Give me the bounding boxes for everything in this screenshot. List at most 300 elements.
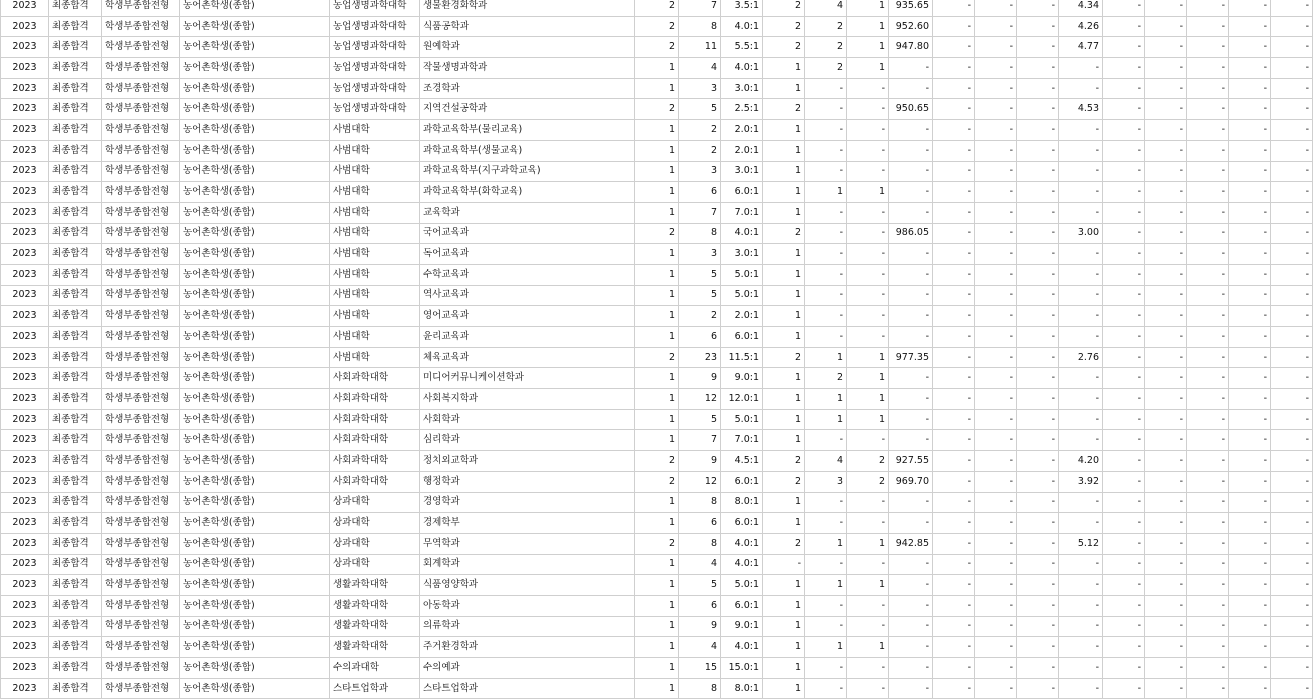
table-cell[interactable]: - bbox=[1229, 637, 1271, 658]
table-cell[interactable]: - bbox=[1271, 471, 1313, 492]
table-cell[interactable]: - bbox=[975, 492, 1017, 513]
table-cell[interactable]: 3 bbox=[679, 244, 721, 265]
table-cell[interactable]: 2 bbox=[847, 451, 889, 472]
table-cell[interactable]: 최종합격 bbox=[49, 616, 102, 637]
table-cell[interactable]: 1 bbox=[805, 182, 847, 203]
table-cell[interactable]: - bbox=[975, 285, 1017, 306]
table-cell[interactable]: - bbox=[1187, 471, 1229, 492]
table-cell[interactable]: - bbox=[933, 637, 975, 658]
table-cell[interactable]: - bbox=[1271, 575, 1313, 596]
table-cell[interactable]: - bbox=[1187, 0, 1229, 16]
table-cell[interactable]: 6 bbox=[679, 513, 721, 534]
table-cell[interactable]: - bbox=[933, 16, 975, 37]
table-cell[interactable]: 9.0:1 bbox=[721, 368, 763, 389]
table-cell[interactable]: 2 bbox=[763, 533, 805, 554]
table-cell[interactable]: - bbox=[1229, 16, 1271, 37]
table-cell[interactable]: 2023 bbox=[1, 182, 49, 203]
table-cell[interactable]: - bbox=[1017, 575, 1059, 596]
table-cell[interactable]: - bbox=[1271, 451, 1313, 472]
table-cell[interactable]: 2023 bbox=[1, 306, 49, 327]
table-cell[interactable]: 7.0:1 bbox=[721, 202, 763, 223]
table-cell[interactable]: - bbox=[1103, 533, 1145, 554]
table-cell[interactable]: - bbox=[975, 554, 1017, 575]
table-cell[interactable]: 최종합격 bbox=[49, 368, 102, 389]
table-cell[interactable]: 농어촌학생(종합) bbox=[180, 533, 330, 554]
table-cell[interactable]: 농업생명과학대학 bbox=[330, 0, 420, 16]
table-cell[interactable]: - bbox=[1103, 306, 1145, 327]
table-cell[interactable]: 학생부종합전형 bbox=[102, 202, 180, 223]
table-cell[interactable]: 농업생명과학대학 bbox=[330, 16, 420, 37]
table-cell[interactable]: - bbox=[1229, 140, 1271, 161]
table-cell[interactable]: 6 bbox=[679, 595, 721, 616]
table-cell[interactable]: 2 bbox=[635, 533, 679, 554]
table-cell[interactable]: - bbox=[847, 78, 889, 99]
table-cell[interactable]: 1 bbox=[635, 161, 679, 182]
table-cell[interactable]: 농어촌학생(종합) bbox=[180, 430, 330, 451]
table-cell[interactable]: 학생부종합전형 bbox=[102, 368, 180, 389]
table-cell[interactable]: - bbox=[805, 285, 847, 306]
table-cell[interactable]: 사범대학 bbox=[330, 140, 420, 161]
table-cell[interactable]: - bbox=[1271, 140, 1313, 161]
table-cell[interactable]: 농업생명과학대학 bbox=[330, 58, 420, 79]
table-cell[interactable]: 8.0:1 bbox=[721, 678, 763, 699]
table-cell[interactable]: 농어촌학생(종합) bbox=[180, 513, 330, 534]
table-cell[interactable]: 2023 bbox=[1, 368, 49, 389]
table-cell[interactable]: 농어촌학생(종합) bbox=[180, 99, 330, 120]
table-cell[interactable]: 947.80 bbox=[889, 37, 933, 58]
table-cell[interactable]: - bbox=[1271, 182, 1313, 203]
table-cell[interactable]: - bbox=[975, 637, 1017, 658]
table-cell[interactable]: 2023 bbox=[1, 244, 49, 265]
table-cell[interactable]: - bbox=[1103, 0, 1145, 16]
table-cell[interactable]: - bbox=[805, 595, 847, 616]
table-cell[interactable]: - bbox=[1059, 409, 1103, 430]
table-cell[interactable]: - bbox=[1059, 285, 1103, 306]
table-cell[interactable]: 1 bbox=[635, 368, 679, 389]
table-cell[interactable]: 학생부종합전형 bbox=[102, 161, 180, 182]
table-cell[interactable]: 학생부종합전형 bbox=[102, 58, 180, 79]
table-cell[interactable]: - bbox=[889, 430, 933, 451]
table-cell[interactable]: 8 bbox=[679, 678, 721, 699]
table-cell[interactable]: - bbox=[1145, 389, 1187, 410]
table-cell[interactable]: 1 bbox=[763, 616, 805, 637]
table-cell[interactable]: 학생부종합전형 bbox=[102, 285, 180, 306]
table-cell[interactable]: 4.0:1 bbox=[721, 58, 763, 79]
table-cell[interactable]: 사범대학 bbox=[330, 244, 420, 265]
table-cell[interactable]: - bbox=[1017, 16, 1059, 37]
table-cell[interactable]: 6.0:1 bbox=[721, 595, 763, 616]
table-cell[interactable]: 주거환경학과 bbox=[420, 637, 635, 658]
table-cell[interactable]: - bbox=[1103, 161, 1145, 182]
table-cell[interactable]: 식품공학과 bbox=[420, 16, 635, 37]
table-cell[interactable]: - bbox=[1017, 37, 1059, 58]
table-cell[interactable]: - bbox=[933, 78, 975, 99]
table-cell[interactable]: 2 bbox=[635, 99, 679, 120]
table-cell[interactable]: 학생부종합전형 bbox=[102, 140, 180, 161]
table-cell[interactable]: - bbox=[847, 678, 889, 699]
table-cell[interactable]: - bbox=[933, 120, 975, 141]
table-cell[interactable]: - bbox=[1187, 58, 1229, 79]
table-cell[interactable]: 독어교육과 bbox=[420, 244, 635, 265]
table-cell[interactable]: - bbox=[933, 471, 975, 492]
table-cell[interactable]: 2 bbox=[635, 0, 679, 16]
table-cell[interactable]: 1 bbox=[635, 409, 679, 430]
table-cell[interactable]: - bbox=[933, 347, 975, 368]
table-cell[interactable]: 1 bbox=[763, 244, 805, 265]
table-cell[interactable]: - bbox=[933, 99, 975, 120]
table-cell[interactable]: - bbox=[1229, 285, 1271, 306]
table-cell[interactable]: 2023 bbox=[1, 37, 49, 58]
table-cell[interactable]: 2023 bbox=[1, 554, 49, 575]
table-cell[interactable]: 최종합격 bbox=[49, 595, 102, 616]
table-cell[interactable]: - bbox=[1017, 451, 1059, 472]
table-cell[interactable]: - bbox=[975, 616, 1017, 637]
table-cell[interactable]: 2023 bbox=[1, 513, 49, 534]
table-cell[interactable]: - bbox=[1017, 658, 1059, 679]
table-cell[interactable]: 농어촌학생(종합) bbox=[180, 451, 330, 472]
table-cell[interactable]: 3.0:1 bbox=[721, 244, 763, 265]
table-cell[interactable]: 6 bbox=[679, 327, 721, 348]
table-cell[interactable]: 최종합격 bbox=[49, 533, 102, 554]
table-cell[interactable]: - bbox=[975, 451, 1017, 472]
table-cell[interactable]: - bbox=[1103, 658, 1145, 679]
table-cell[interactable]: 2 bbox=[679, 306, 721, 327]
table-cell[interactable]: 1 bbox=[847, 16, 889, 37]
table-cell[interactable]: 농어촌학생(종합) bbox=[180, 389, 330, 410]
table-cell[interactable]: - bbox=[1017, 678, 1059, 699]
table-cell[interactable]: - bbox=[1059, 389, 1103, 410]
table-cell[interactable]: - bbox=[1271, 244, 1313, 265]
table-cell[interactable]: - bbox=[1229, 78, 1271, 99]
table-cell[interactable]: 1 bbox=[847, 182, 889, 203]
table-cell[interactable]: 6.0:1 bbox=[721, 471, 763, 492]
table-cell[interactable]: - bbox=[975, 430, 1017, 451]
table-cell[interactable]: - bbox=[1145, 658, 1187, 679]
table-cell[interactable]: 2023 bbox=[1, 120, 49, 141]
table-cell[interactable]: 6.0:1 bbox=[721, 327, 763, 348]
table-cell[interactable]: 2.0:1 bbox=[721, 140, 763, 161]
table-cell[interactable]: 5.0:1 bbox=[721, 575, 763, 596]
table-cell[interactable]: - bbox=[847, 140, 889, 161]
table-cell[interactable]: 4.53 bbox=[1059, 99, 1103, 120]
table-cell[interactable]: 12 bbox=[679, 389, 721, 410]
table-cell[interactable]: 1 bbox=[635, 327, 679, 348]
table-cell[interactable]: 학생부종합전형 bbox=[102, 99, 180, 120]
table-cell[interactable]: 과학교육학부(화학교육) bbox=[420, 182, 635, 203]
table-cell[interactable]: - bbox=[1103, 513, 1145, 534]
table-cell[interactable]: - bbox=[1103, 99, 1145, 120]
table-cell[interactable]: 1 bbox=[635, 492, 679, 513]
table-cell[interactable]: - bbox=[1145, 140, 1187, 161]
table-cell[interactable]: 4.0:1 bbox=[721, 223, 763, 244]
table-cell[interactable]: 3.0:1 bbox=[721, 161, 763, 182]
table-cell[interactable]: - bbox=[1187, 533, 1229, 554]
table-cell[interactable]: - bbox=[1103, 264, 1145, 285]
table-cell[interactable]: - bbox=[1187, 409, 1229, 430]
table-cell[interactable]: - bbox=[1059, 513, 1103, 534]
table-cell[interactable]: - bbox=[933, 140, 975, 161]
table-cell[interactable]: 최종합격 bbox=[49, 285, 102, 306]
table-cell[interactable]: 6.0:1 bbox=[721, 513, 763, 534]
table-cell[interactable]: 학생부종합전형 bbox=[102, 678, 180, 699]
table-cell[interactable]: - bbox=[889, 264, 933, 285]
table-cell[interactable]: 학생부종합전형 bbox=[102, 347, 180, 368]
table-cell[interactable]: 농어촌학생(종합) bbox=[180, 368, 330, 389]
table-cell[interactable]: - bbox=[1145, 37, 1187, 58]
table-cell[interactable]: - bbox=[1145, 616, 1187, 637]
table-cell[interactable]: 2 bbox=[635, 347, 679, 368]
table-cell[interactable]: 농어촌학생(종합) bbox=[180, 658, 330, 679]
table-cell[interactable]: - bbox=[1229, 575, 1271, 596]
table-cell[interactable]: - bbox=[1103, 451, 1145, 472]
table-cell[interactable]: - bbox=[1103, 347, 1145, 368]
table-cell[interactable]: - bbox=[1145, 306, 1187, 327]
table-cell[interactable]: 체육교육과 bbox=[420, 347, 635, 368]
table-cell[interactable]: - bbox=[1017, 99, 1059, 120]
table-cell[interactable]: - bbox=[889, 306, 933, 327]
table-cell[interactable]: - bbox=[975, 513, 1017, 534]
table-cell[interactable]: 4.5:1 bbox=[721, 451, 763, 472]
table-cell[interactable]: - bbox=[1229, 244, 1271, 265]
table-cell[interactable]: - bbox=[805, 244, 847, 265]
table-cell[interactable]: 학생부종합전형 bbox=[102, 451, 180, 472]
table-cell[interactable]: - bbox=[933, 575, 975, 596]
table-cell[interactable]: 학생부종합전형 bbox=[102, 409, 180, 430]
table-cell[interactable]: - bbox=[847, 327, 889, 348]
table-cell[interactable]: - bbox=[1103, 223, 1145, 244]
table-cell[interactable]: - bbox=[1103, 471, 1145, 492]
table-cell[interactable]: 2 bbox=[635, 451, 679, 472]
table-cell[interactable]: - bbox=[1187, 637, 1229, 658]
table-cell[interactable]: 최종합격 bbox=[49, 347, 102, 368]
table-cell[interactable]: 농어촌학생(종합) bbox=[180, 285, 330, 306]
table-cell[interactable]: 1 bbox=[847, 533, 889, 554]
table-cell[interactable]: - bbox=[1229, 347, 1271, 368]
table-cell[interactable]: 최종합격 bbox=[49, 554, 102, 575]
table-cell[interactable]: - bbox=[1271, 430, 1313, 451]
table-cell[interactable]: 986.05 bbox=[889, 223, 933, 244]
table-cell[interactable]: - bbox=[1059, 58, 1103, 79]
table-cell[interactable]: - bbox=[975, 327, 1017, 348]
table-cell[interactable]: - bbox=[805, 78, 847, 99]
table-cell[interactable]: 952.60 bbox=[889, 16, 933, 37]
table-cell[interactable]: - bbox=[1145, 368, 1187, 389]
table-cell[interactable]: 8 bbox=[679, 492, 721, 513]
table-cell[interactable]: 1 bbox=[847, 389, 889, 410]
table-cell[interactable]: 5 bbox=[679, 285, 721, 306]
table-cell[interactable]: 최종합격 bbox=[49, 637, 102, 658]
table-cell[interactable]: 2023 bbox=[1, 347, 49, 368]
table-cell[interactable]: - bbox=[975, 306, 1017, 327]
table-cell[interactable]: 농어촌학생(종합) bbox=[180, 554, 330, 575]
table-cell[interactable]: 4.26 bbox=[1059, 16, 1103, 37]
table-cell[interactable]: 2 bbox=[805, 16, 847, 37]
table-cell[interactable]: - bbox=[1229, 182, 1271, 203]
table-cell[interactable]: - bbox=[847, 430, 889, 451]
table-cell[interactable]: - bbox=[889, 637, 933, 658]
table-cell[interactable]: - bbox=[1229, 223, 1271, 244]
table-cell[interactable]: 스타트업학과 bbox=[330, 678, 420, 699]
table-cell[interactable]: 지역건설공학과 bbox=[420, 99, 635, 120]
table-cell[interactable]: 최종합격 bbox=[49, 575, 102, 596]
table-cell[interactable]: 사범대학 bbox=[330, 120, 420, 141]
table-cell[interactable]: 4 bbox=[679, 637, 721, 658]
table-cell[interactable]: 심리학과 bbox=[420, 430, 635, 451]
table-cell[interactable]: - bbox=[1271, 513, 1313, 534]
table-cell[interactable]: 농어촌학생(종합) bbox=[180, 37, 330, 58]
table-cell[interactable]: 23 bbox=[679, 347, 721, 368]
table-cell[interactable]: 학생부종합전형 bbox=[102, 533, 180, 554]
table-cell[interactable]: - bbox=[847, 99, 889, 120]
table-cell[interactable]: - bbox=[847, 264, 889, 285]
table-cell[interactable]: - bbox=[1229, 99, 1271, 120]
table-cell[interactable]: 1 bbox=[763, 161, 805, 182]
table-cell[interactable]: - bbox=[889, 658, 933, 679]
table-cell[interactable]: 학생부종합전형 bbox=[102, 492, 180, 513]
table-cell[interactable]: - bbox=[1229, 202, 1271, 223]
table-cell[interactable]: 3.5:1 bbox=[721, 0, 763, 16]
table-cell[interactable]: - bbox=[1271, 223, 1313, 244]
table-cell[interactable]: - bbox=[933, 223, 975, 244]
table-cell[interactable]: 무역학과 bbox=[420, 533, 635, 554]
table-cell[interactable]: 사범대학 bbox=[330, 202, 420, 223]
table-cell[interactable]: - bbox=[1271, 161, 1313, 182]
table-cell[interactable]: - bbox=[933, 368, 975, 389]
table-cell[interactable]: - bbox=[1229, 533, 1271, 554]
table-cell[interactable]: - bbox=[1187, 327, 1229, 348]
table-cell[interactable]: 1 bbox=[763, 389, 805, 410]
table-cell[interactable]: - bbox=[1229, 389, 1271, 410]
table-cell[interactable]: 1 bbox=[763, 368, 805, 389]
table-cell[interactable]: - bbox=[1187, 368, 1229, 389]
table-cell[interactable]: 최종합격 bbox=[49, 0, 102, 16]
table-cell[interactable]: - bbox=[975, 223, 1017, 244]
table-cell[interactable]: 1 bbox=[635, 140, 679, 161]
table-cell[interactable]: 학생부종합전형 bbox=[102, 389, 180, 410]
table-cell[interactable]: - bbox=[975, 58, 1017, 79]
table-cell[interactable]: 과학교육학부(지구과학교육) bbox=[420, 161, 635, 182]
table-cell[interactable]: 927.55 bbox=[889, 451, 933, 472]
table-cell[interactable]: - bbox=[1017, 513, 1059, 534]
table-cell[interactable]: 1 bbox=[635, 285, 679, 306]
table-cell[interactable]: - bbox=[1103, 678, 1145, 699]
table-cell[interactable]: 12 bbox=[679, 471, 721, 492]
table-cell[interactable]: - bbox=[1059, 327, 1103, 348]
table-cell[interactable]: 2 bbox=[847, 471, 889, 492]
table-cell[interactable]: - bbox=[1145, 285, 1187, 306]
table-cell[interactable]: - bbox=[933, 430, 975, 451]
table-cell[interactable]: - bbox=[1187, 120, 1229, 141]
table-cell[interactable]: - bbox=[847, 223, 889, 244]
table-cell[interactable]: 8 bbox=[679, 16, 721, 37]
table-cell[interactable]: - bbox=[1229, 161, 1271, 182]
table-cell[interactable]: - bbox=[1145, 120, 1187, 141]
table-cell[interactable]: - bbox=[1229, 513, 1271, 534]
table-cell[interactable]: 농어촌학생(종합) bbox=[180, 264, 330, 285]
table-cell[interactable]: 농어촌학생(종합) bbox=[180, 223, 330, 244]
table-cell[interactable]: 수의예과 bbox=[420, 658, 635, 679]
table-cell[interactable]: 농어촌학생(종합) bbox=[180, 140, 330, 161]
table-cell[interactable]: 학생부종합전형 bbox=[102, 575, 180, 596]
table-cell[interactable]: 최종합격 bbox=[49, 492, 102, 513]
table-cell[interactable]: - bbox=[1017, 409, 1059, 430]
table-cell[interactable]: 사회과학대학 bbox=[330, 389, 420, 410]
table-cell[interactable]: 7.0:1 bbox=[721, 430, 763, 451]
table-cell[interactable]: 상과대학 bbox=[330, 554, 420, 575]
table-cell[interactable]: - bbox=[805, 306, 847, 327]
table-cell[interactable]: 학생부종합전형 bbox=[102, 306, 180, 327]
table-cell[interactable]: 학생부종합전형 bbox=[102, 264, 180, 285]
table-cell[interactable]: 경제학부 bbox=[420, 513, 635, 534]
table-cell[interactable]: - bbox=[1145, 347, 1187, 368]
table-cell[interactable]: - bbox=[1103, 58, 1145, 79]
table-cell[interactable]: 1 bbox=[763, 120, 805, 141]
table-cell[interactable]: - bbox=[805, 430, 847, 451]
table-cell[interactable]: 1 bbox=[763, 678, 805, 699]
table-cell[interactable]: 3 bbox=[679, 78, 721, 99]
table-cell[interactable]: 2.5:1 bbox=[721, 99, 763, 120]
table-cell[interactable]: 학생부종합전형 bbox=[102, 78, 180, 99]
table-cell[interactable]: 학생부종합전형 bbox=[102, 430, 180, 451]
table-cell[interactable]: 최종합격 bbox=[49, 430, 102, 451]
table-cell[interactable]: 1 bbox=[805, 409, 847, 430]
table-cell[interactable]: 생물환경화학과 bbox=[420, 0, 635, 16]
table-cell[interactable]: - bbox=[1017, 285, 1059, 306]
table-cell[interactable]: 5 bbox=[679, 99, 721, 120]
table-cell[interactable]: - bbox=[1187, 658, 1229, 679]
table-cell[interactable]: - bbox=[975, 37, 1017, 58]
table-cell[interactable]: - bbox=[1271, 327, 1313, 348]
table-cell[interactable]: 2 bbox=[679, 120, 721, 141]
table-cell[interactable]: - bbox=[1229, 595, 1271, 616]
table-cell[interactable]: - bbox=[889, 368, 933, 389]
table-cell[interactable]: - bbox=[1145, 327, 1187, 348]
table-cell[interactable]: 5 bbox=[679, 409, 721, 430]
table-cell[interactable]: 3.00 bbox=[1059, 223, 1103, 244]
table-cell[interactable]: 1 bbox=[635, 182, 679, 203]
table-cell[interactable]: 과학교육학부(물리교육) bbox=[420, 120, 635, 141]
table-cell[interactable]: - bbox=[1229, 264, 1271, 285]
table-cell[interactable]: - bbox=[889, 78, 933, 99]
table-cell[interactable]: 2023 bbox=[1, 99, 49, 120]
table-cell[interactable]: - bbox=[1187, 16, 1229, 37]
table-cell[interactable]: 최종합격 bbox=[49, 161, 102, 182]
table-cell[interactable]: - bbox=[1059, 575, 1103, 596]
table-cell[interactable]: - bbox=[1103, 202, 1145, 223]
table-cell[interactable]: - bbox=[1017, 182, 1059, 203]
table-cell[interactable]: - bbox=[933, 285, 975, 306]
table-cell[interactable]: 최종합격 bbox=[49, 244, 102, 265]
table-cell[interactable]: 4 bbox=[805, 451, 847, 472]
table-cell[interactable]: - bbox=[1271, 306, 1313, 327]
table-cell[interactable]: - bbox=[847, 306, 889, 327]
table-cell[interactable]: - bbox=[975, 389, 1017, 410]
table-cell[interactable]: - bbox=[1229, 678, 1271, 699]
table-cell[interactable]: 2 bbox=[635, 16, 679, 37]
table-cell[interactable]: 농업생명과학대학 bbox=[330, 78, 420, 99]
table-cell[interactable]: - bbox=[1145, 223, 1187, 244]
table-cell[interactable]: - bbox=[1017, 264, 1059, 285]
table-cell[interactable]: 1 bbox=[805, 389, 847, 410]
table-cell[interactable]: - bbox=[1059, 182, 1103, 203]
table-cell[interactable]: - bbox=[1103, 78, 1145, 99]
table-cell[interactable]: 1 bbox=[805, 533, 847, 554]
table-cell[interactable]: - bbox=[1187, 430, 1229, 451]
table-cell[interactable]: - bbox=[1059, 161, 1103, 182]
table-cell[interactable]: 3 bbox=[805, 471, 847, 492]
table-cell[interactable]: - bbox=[1271, 368, 1313, 389]
table-cell[interactable]: 15.0:1 bbox=[721, 658, 763, 679]
